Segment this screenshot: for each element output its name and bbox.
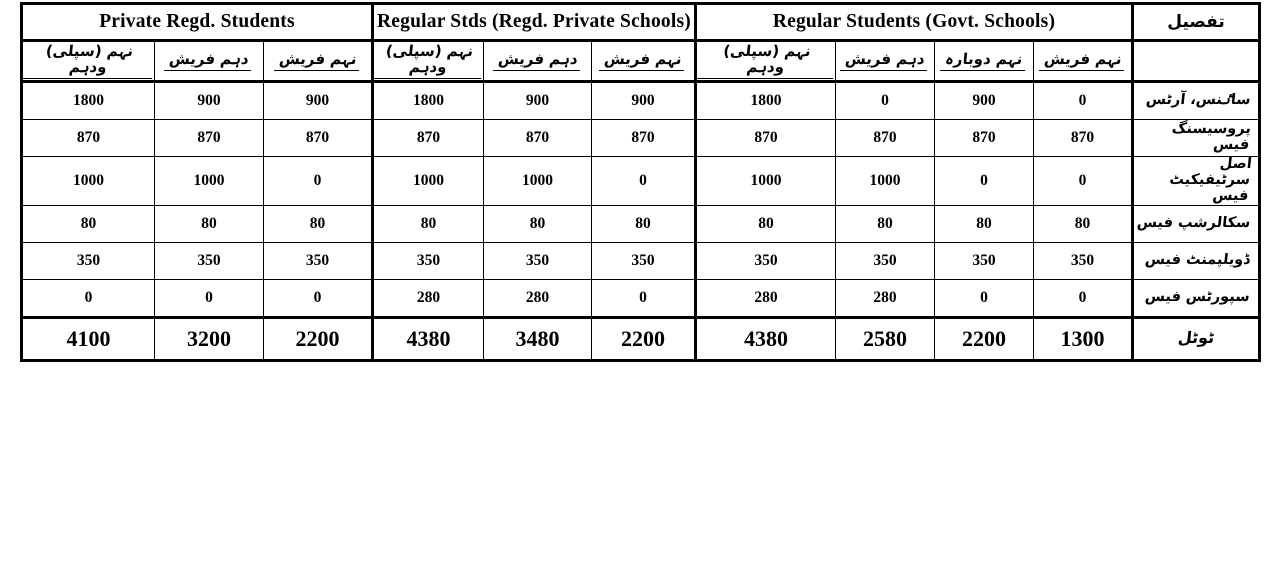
cell-value: 280: [696, 279, 836, 317]
cell-value: 80: [935, 205, 1034, 242]
row-label-text: سپورٹس فیس: [1144, 288, 1251, 305]
table-total-row: [22, 317, 1260, 360]
cell-value: 900: [592, 82, 696, 120]
cell-value: 870: [373, 120, 484, 157]
cell-value: 0: [592, 157, 696, 206]
column-header-regprivate-dahum-fresh: [484, 41, 592, 82]
cell-value: 870: [22, 120, 155, 157]
cell-value: 870: [935, 120, 1034, 157]
table-row: [22, 242, 1260, 279]
cell-value: 80: [22, 205, 155, 242]
cell-value: 0: [22, 279, 155, 317]
cell-value: 0: [1034, 157, 1133, 206]
row-label-text: ڈویلپمنٹ فیس: [1144, 251, 1251, 268]
column-header-regprivate-nehum-fresh: [592, 41, 696, 82]
row-label-science-arts: [1133, 82, 1260, 120]
column-header-label: دہم فریش: [840, 52, 929, 71]
cell-value: 0: [264, 157, 373, 206]
cell-value: 1800: [373, 82, 484, 120]
cell-value: 280: [373, 279, 484, 317]
total-cell-value: 2580: [836, 317, 935, 360]
cell-value: 350: [264, 242, 373, 279]
cell-value: 1800: [22, 82, 155, 120]
cell-value: 80: [592, 205, 696, 242]
row-label-total: [1133, 317, 1260, 360]
total-cell-value: 3200: [155, 317, 264, 360]
column-header-row: [22, 41, 1260, 82]
table-row: [22, 120, 1260, 157]
cell-value: 80: [155, 205, 264, 242]
cell-value: 0: [155, 279, 264, 317]
cell-value: 1000: [696, 157, 836, 206]
total-cell-value: 2200: [592, 317, 696, 360]
row-label-text: ٹوٹل: [1176, 328, 1216, 348]
cell-value: 80: [836, 205, 935, 242]
cell-value: 350: [935, 242, 1034, 279]
column-header-govt-nehum-dobara: [935, 41, 1034, 82]
cell-value: 900: [484, 82, 592, 120]
cell-value: 1000: [22, 157, 155, 206]
cell-value: 0: [836, 82, 935, 120]
total-cell-value: 4380: [373, 317, 484, 360]
row-label-sports-fee: [1133, 279, 1260, 317]
total-cell-value: 1300: [1034, 317, 1133, 360]
group-header-description: [1133, 4, 1260, 41]
cell-value: 870: [696, 120, 836, 157]
cell-value: 0: [264, 279, 373, 317]
column-header-label: نہم فریش: [1039, 52, 1126, 71]
row-label-development-fee: [1133, 242, 1260, 279]
column-header-govt-nehum-supply-o-dahum: [696, 41, 836, 82]
total-cell-value: 4100: [22, 317, 155, 360]
cell-value: 900: [155, 82, 264, 120]
cell-value: 870: [264, 120, 373, 157]
cell-value: 350: [373, 242, 484, 279]
cell-value: 0: [1034, 279, 1133, 317]
row-label-text: ساٸنس، آرٹس: [1144, 92, 1251, 108]
column-header-govt-dahum-fresh: [836, 41, 935, 82]
cell-value: 350: [22, 242, 155, 279]
cell-value: 0: [592, 279, 696, 317]
column-header-label: نہم فریش: [274, 52, 361, 71]
cell-value: 350: [696, 242, 836, 279]
fee-table-container: [20, 2, 1258, 362]
cell-value: 350: [592, 242, 696, 279]
cell-value: 870: [1034, 120, 1133, 157]
table-row: [22, 279, 1260, 317]
cell-value: 0: [935, 157, 1034, 206]
cell-value: 870: [836, 120, 935, 157]
table-row: [22, 205, 1260, 242]
cell-value: 0: [1034, 82, 1133, 120]
total-cell-value: 2200: [935, 317, 1034, 360]
cell-value: 350: [484, 242, 592, 279]
cell-value: 80: [373, 205, 484, 242]
description-header-label: تفصیل: [1167, 12, 1225, 32]
row-label-processing-fee: [1133, 120, 1260, 157]
column-header-description-blank: [1133, 41, 1260, 82]
cell-value: 1000: [373, 157, 484, 206]
cell-value: 80: [484, 205, 592, 242]
column-header-private-nehum-supply-o-dahum: [22, 41, 155, 82]
column-header-private-nehum-fresh: [264, 41, 373, 82]
cell-value: 280: [484, 279, 592, 317]
row-label-scholarship-fee: [1133, 205, 1260, 242]
cell-value: 1000: [155, 157, 264, 206]
table-row: [22, 82, 1260, 120]
cell-value: 870: [484, 120, 592, 157]
row-label-text: اصل سرٹیفیکیٹ فیس: [1168, 156, 1253, 204]
column-header-label: نہم دوبارہ: [940, 52, 1027, 71]
cell-value: 80: [696, 205, 836, 242]
cell-value: 80: [264, 205, 373, 242]
column-header-private-dahum-fresh: [155, 41, 264, 82]
cell-value: 350: [836, 242, 935, 279]
group-header-regular-govt-schools: Regular Students (Govt. Schools): [696, 4, 1133, 41]
column-header-label: نہم (سپلی) ودہم: [695, 44, 837, 79]
column-header-label: دہم فریش: [164, 52, 253, 71]
cell-value: 900: [935, 82, 1034, 120]
cell-value: 80: [1034, 205, 1133, 242]
cell-value: 1000: [836, 157, 935, 206]
column-header-label: نہم فریش: [599, 52, 686, 71]
group-header-regular-private-schools: Regular Stds (Regd. Private Schools): [373, 4, 696, 41]
column-header-regprivate-nehum-supply-o-dahum: [373, 41, 484, 82]
row-label-text: پروسیسنگ فیس: [1170, 121, 1252, 153]
cell-value: 350: [155, 242, 264, 279]
cell-value: 280: [836, 279, 935, 317]
total-cell-value: 2200: [264, 317, 373, 360]
total-cell-value: 4380: [696, 317, 836, 360]
table-body: [22, 82, 1260, 361]
cell-value: 350: [1034, 242, 1133, 279]
fee-schedule-table: [20, 2, 1261, 362]
cell-value: 870: [155, 120, 264, 157]
group-header-private-regd-students: Private Regd. Students: [22, 4, 373, 41]
table-row: [22, 157, 1260, 206]
cell-value: 0: [935, 279, 1034, 317]
cell-value: 1000: [484, 157, 592, 206]
total-cell-value: 3480: [484, 317, 592, 360]
cell-value: 900: [264, 82, 373, 120]
row-label-original-certificate-fee: [1133, 157, 1260, 206]
column-header-label: نہم (سپلی) ودہم: [372, 44, 485, 79]
row-label-text: سکالرشپ فیس: [1136, 214, 1251, 231]
cell-value: 1800: [696, 82, 836, 120]
column-header-label: نہم (سپلی) ودہم: [21, 44, 156, 79]
column-header-govt-nehum-fresh: [1034, 41, 1133, 82]
table-head: [22, 4, 1260, 82]
group-header-row: [22, 4, 1260, 41]
column-header-label: دہم فریش: [493, 52, 582, 71]
cell-value: 870: [592, 120, 696, 157]
